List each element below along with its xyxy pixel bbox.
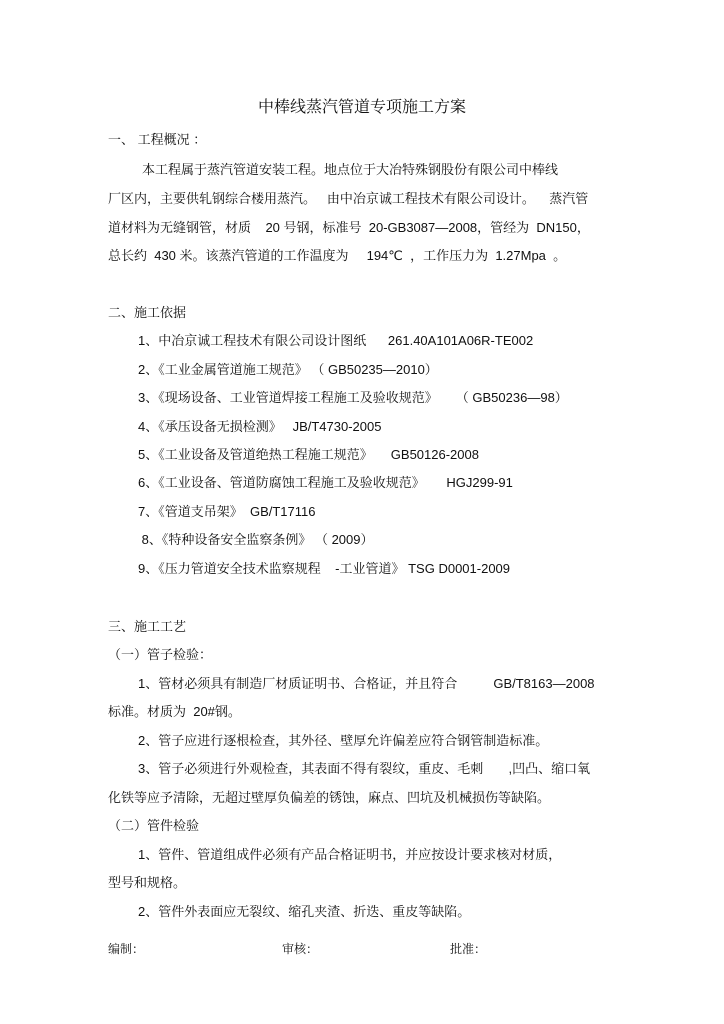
paragraph-line: 型号和规格。 xyxy=(108,875,187,890)
paragraph-line: 道材料为无缝钢管，材质 20 号钢，标准号 20-GB3087—2008，管经为 DN150， xyxy=(108,220,590,235)
paragraph-line: 标准。材质为 20#钢。 xyxy=(108,704,241,719)
reference-item: 9、《压力管道安全技术监察规程 -工业管道》 TSG D0001-2009 xyxy=(138,561,511,576)
footer-approved-by: 批准： xyxy=(450,942,487,956)
reference-item: 4、《承压设备无损检测》 JB/T4730-2005 xyxy=(138,419,382,434)
subsection-heading: （一）管子检验： xyxy=(108,647,213,662)
reference-item: 2、《工业金属管道施工规范》 （ GB50235—2010） xyxy=(138,362,438,377)
paragraph-line: 本工程属于蒸汽管道安装工程。地点位于大冶特殊钢股份有限公司中棒线 xyxy=(142,162,559,177)
paragraph-line: 总长约 430 米。该蒸汽管道的工作温度为 194℃ ，工作压力为 1.27Mpa 。 xyxy=(108,248,567,263)
reference-item: 8、《特种设备安全监察条例》 （ 2009） xyxy=(138,532,374,547)
paragraph-line: 3、管子必须进行外观检查，其表面不得有裂纹，重皮、毛刺 ,凹凸、缩口氧 xyxy=(138,761,591,776)
footer-compiled-by: 编制： xyxy=(108,942,145,956)
section-heading: 二、施工依据 xyxy=(108,305,187,320)
section-heading: 三、施工工艺 xyxy=(108,619,187,634)
paragraph-line: 1、管材必须具有制造厂材质证明书、合格证，并且符合 GB/T8163—2008 xyxy=(138,676,595,691)
paragraph-line: 1、管件、管道组成件必须有产品合格证明书，并应按设计要求核对材质， xyxy=(138,847,562,862)
paragraph-line: 化铁等应予清除，无超过壁厚负偏差的锈蚀，麻点、凹坑及机械损伤等缺陷。 xyxy=(108,790,551,805)
reference-item: 3、《现场设备、工业管道焊接工程施工及验收规范》 （ GB50236—98） xyxy=(138,390,568,405)
footer-reviewed-by: 审核： xyxy=(282,942,319,956)
paragraph-line: 厂区内，主要供轧钢综合楼用蒸汽。 由中冶京诚工程技术有限公司设计。 蒸汽管 xyxy=(108,191,589,206)
document-title: 中棒线蒸汽管道专项施工方案 xyxy=(257,99,466,116)
reference-item: 5、《工业设备及管道绝热工程施工规范》 GB50126-2008 xyxy=(138,447,479,462)
section-heading: 一、 工程概况 ： xyxy=(108,132,207,147)
subsection-heading: （二）管件检验 xyxy=(108,818,200,833)
paragraph-line: 2、管件外表面应无裂纹、缩孔夹渣、折迭、重皮等缺陷。 xyxy=(138,904,471,919)
reference-item: 1、中冶京诚工程技术有限公司设计图纸 261.40A101A06R-TE002 xyxy=(138,333,534,348)
paragraph-line: 2、管子应进行逐根检查，其外径、壁厚允许偏差应符合钢管制造标准。 xyxy=(138,733,549,748)
reference-item: 6、《工业设备、管道防腐蚀工程施工及验收规范》 HGJ299-91 xyxy=(138,475,513,490)
reference-item: 7、《管道支吊架》 GB/T17116 xyxy=(138,504,316,519)
